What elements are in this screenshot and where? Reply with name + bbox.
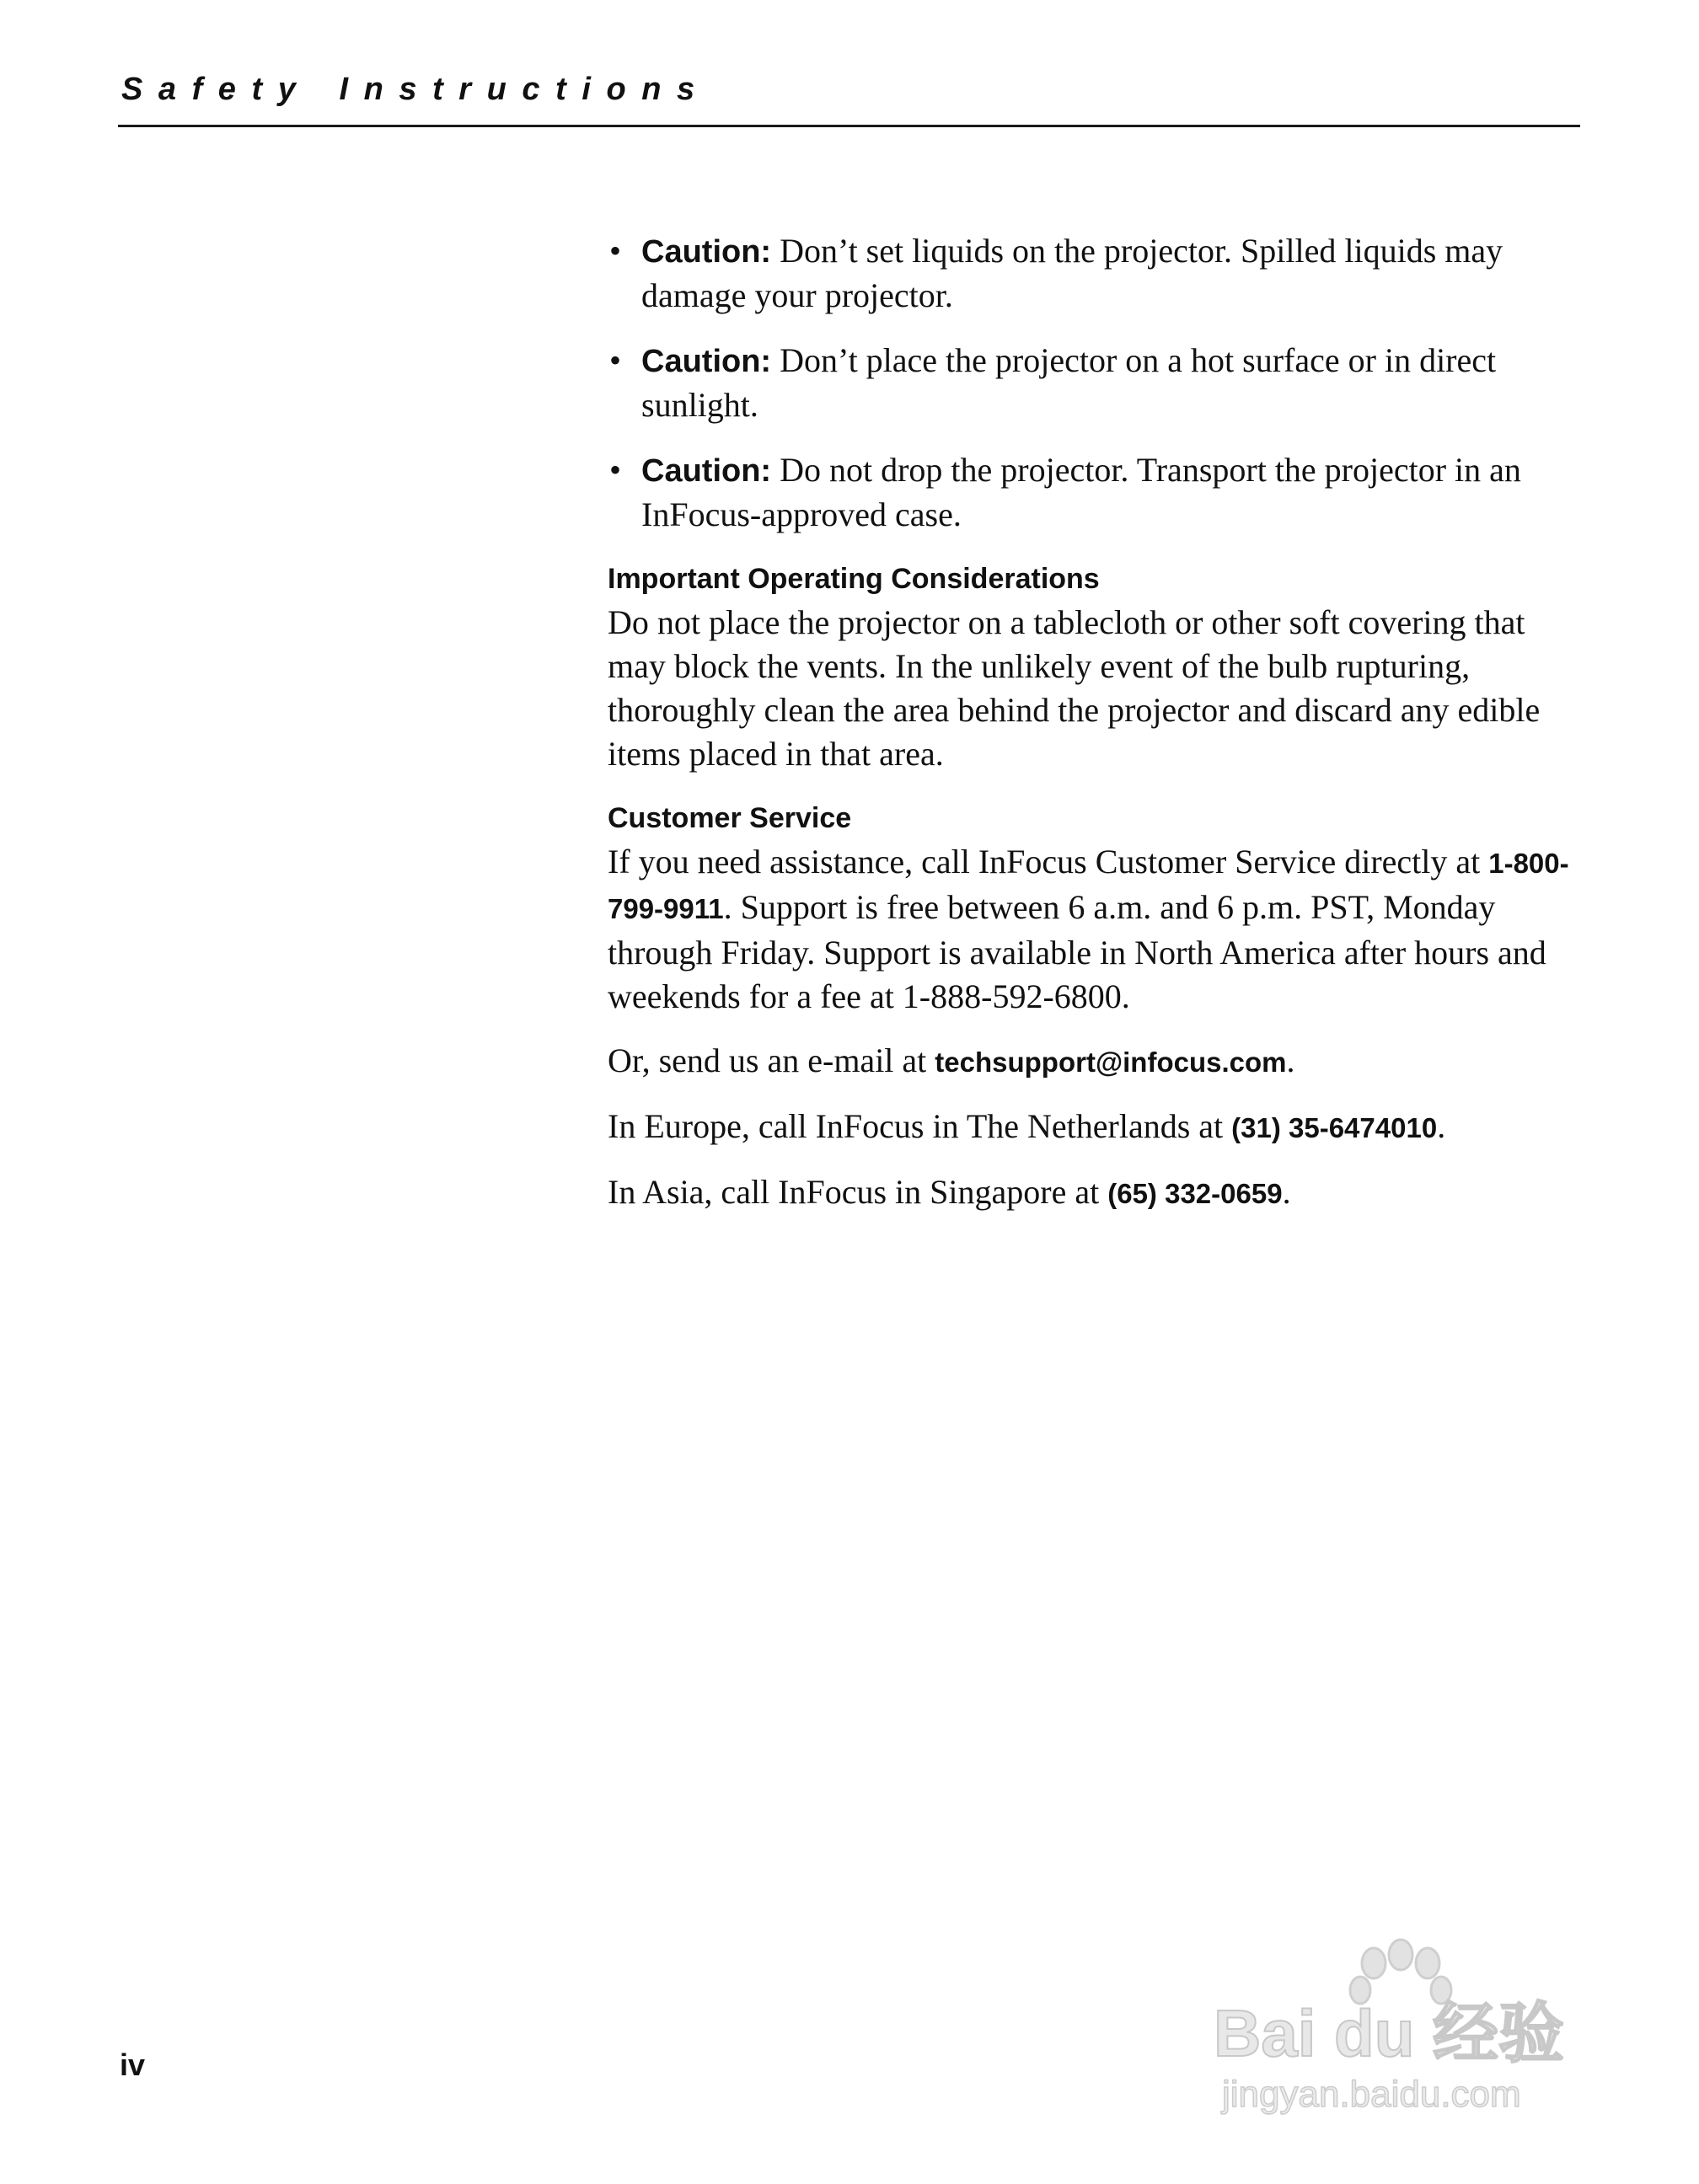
caution-text: Do not drop the projector. Transport the projector in an InFocus-approved case.	[641, 451, 1521, 533]
asia-intro-text: In Asia, call InFocus in Singapore at	[608, 1173, 1108, 1211]
europe-phone-number: (31) 35-6474010	[1231, 1112, 1438, 1143]
operating-considerations-section	[608, 560, 1585, 776]
watermark-url-text: jingyan.baidu.com	[1222, 2074, 1521, 2115]
customer-service-heading: Customer Service	[608, 802, 852, 834]
bullet-icon: •	[609, 341, 622, 379]
customer-service-paragraph	[608, 840, 1585, 1019]
running-header-title: S a f e t y I n s t r u c t i o n s	[121, 72, 697, 107]
europe-end-punct: .	[1437, 1107, 1446, 1145]
bullet-icon: •	[609, 232, 622, 270]
caution-item-liquids	[608, 229, 1585, 318]
asia-end-punct: .	[1282, 1173, 1291, 1211]
support-email-address: techsupport@infocus.com	[935, 1046, 1287, 1078]
caution-label: Caution:	[641, 453, 772, 489]
bullet-icon: •	[609, 451, 622, 489]
email-paragraph	[608, 1039, 1585, 1084]
support-phone-number: 1-800-799-9911	[608, 848, 1569, 924]
email-intro-text: Or, send us an e-mail at	[608, 1041, 935, 1079]
page-number: iv	[120, 2048, 146, 2082]
email-end-punct: .	[1286, 1041, 1295, 1079]
watermark-brand-text: Bai du 经验	[1214, 1996, 1565, 2070]
caution-list	[608, 229, 1585, 537]
running-header	[118, 66, 1580, 127]
support-intro-text: If you need assistance, call InFocus Customer Service directly at	[608, 843, 1489, 881]
asia-paragraph	[608, 1170, 1585, 1216]
europe-intro-text: In Europe, call InFocus in The Netherlands at	[608, 1107, 1232, 1145]
operating-considerations-heading: Important Operating Considerations	[608, 563, 1100, 595]
caution-label: Caution:	[641, 344, 772, 379]
caution-text: Don’t set liquids on the projector. Spilled liquids may damage your projector.	[641, 232, 1503, 314]
asia-phone-number: (65) 332-0659	[1107, 1178, 1283, 1209]
operating-considerations-body: Do not place the projector on a tablecloth or other soft covering that may block the vents. In the unlikely event of the bulb rupturing, thoroughly clean the area behind the projector and discard any edible items placed in that area.	[608, 603, 1541, 773]
paw-logo-icon	[1350, 1940, 1451, 2004]
baidu-jingyan-watermark	[1188, 1930, 1610, 2123]
customer-service-section	[608, 800, 1585, 1216]
caution-item-drop	[608, 448, 1585, 537]
support-hours-text: . Support is free between 6 a.m. and 6 p.m. PST, Monday through Friday. Support is available in North America after hours and weekends for a fee at 1-888-592-6800.	[608, 888, 1546, 1015]
page-content	[608, 229, 1585, 1216]
europe-paragraph	[608, 1105, 1585, 1150]
caution-label: Caution:	[641, 234, 772, 270]
caution-item-heat	[608, 339, 1585, 427]
caution-text: Don’t place the projector on a hot surface or in direct sunlight.	[641, 341, 1497, 424]
